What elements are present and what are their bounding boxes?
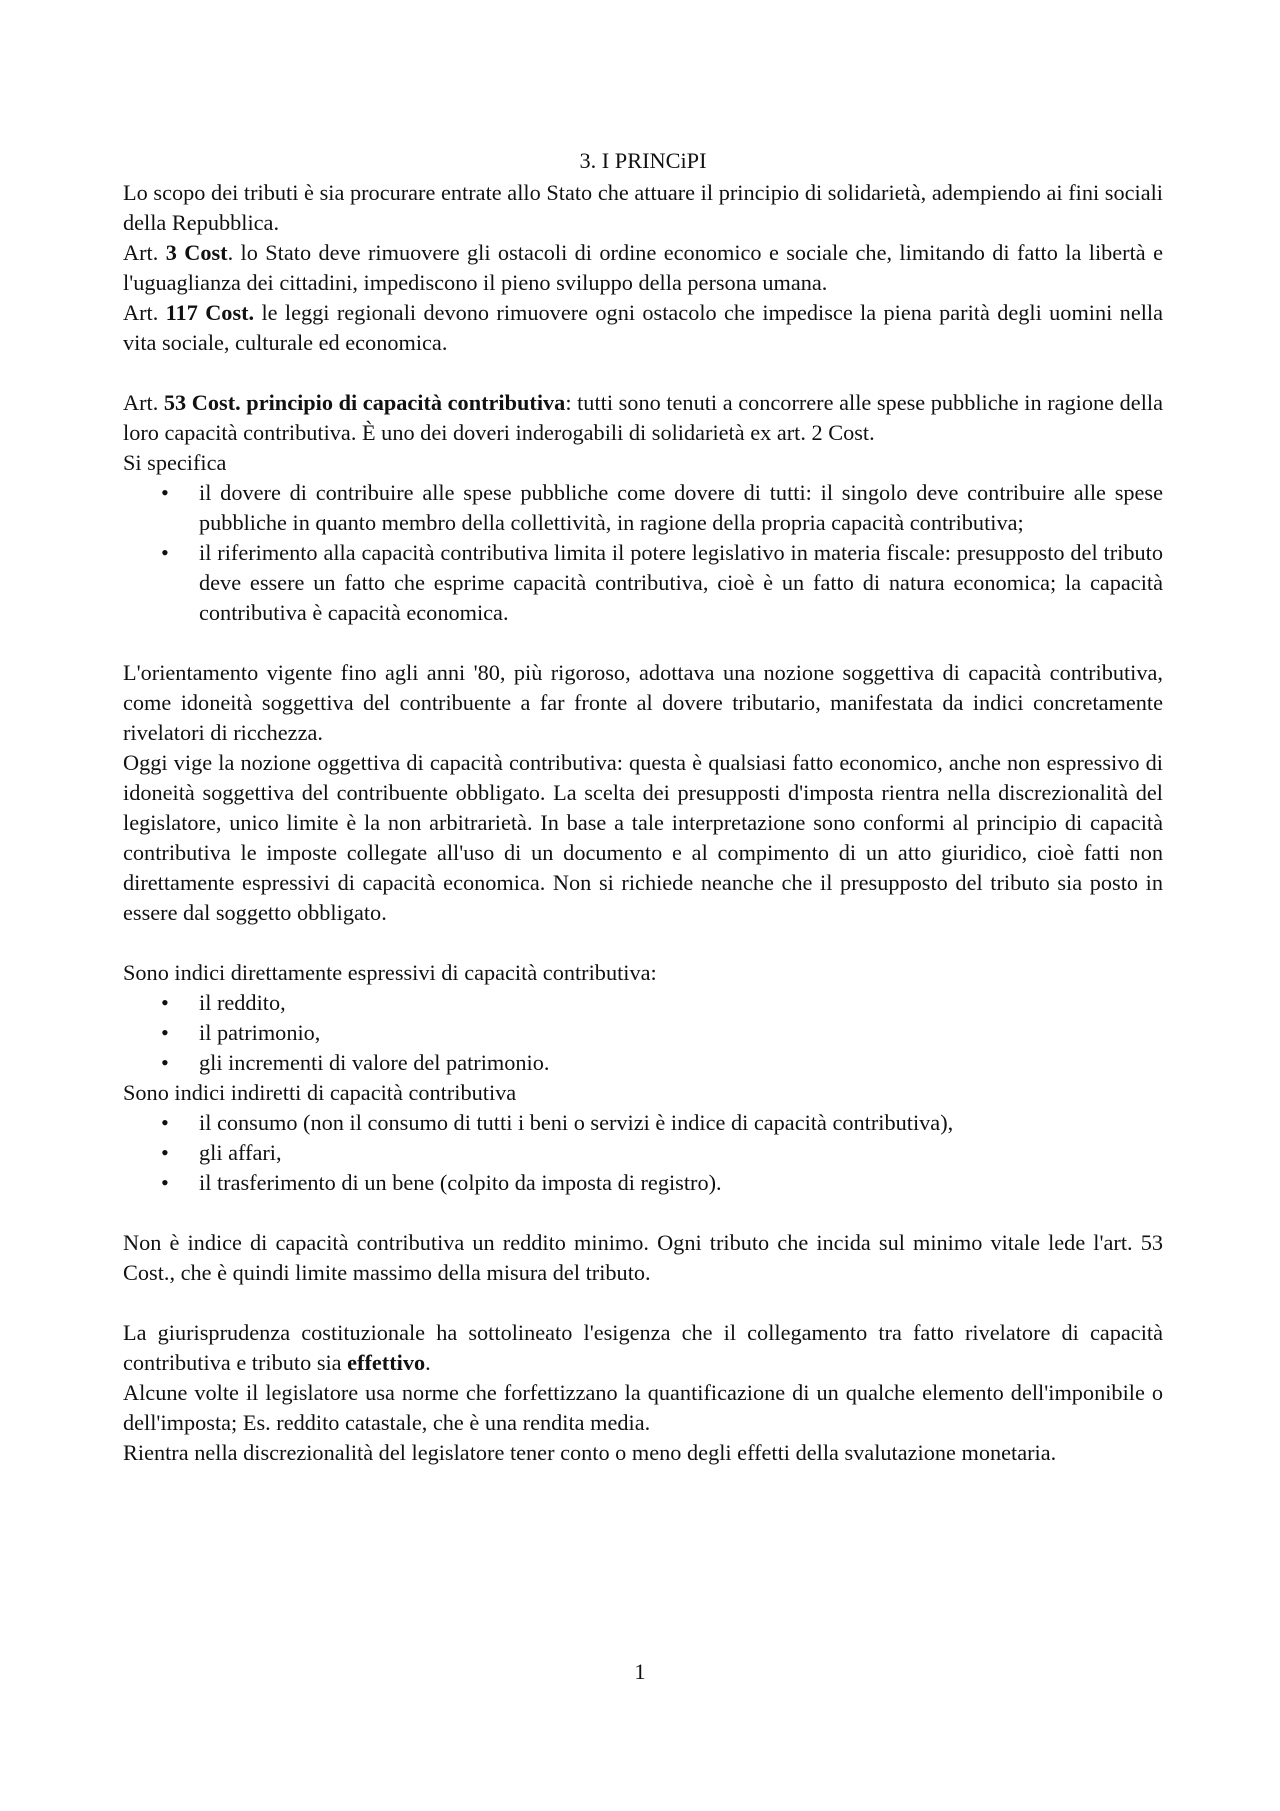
bullet-icon: •	[161, 1170, 169, 1195]
art-text: . lo Stato deve rimuovere gli ostacoli di ordine economico e sociale che, limitando di fatto la libertà e l'uguaglianza dei cittadini, impediscono il pieno sviluppo della persona umana.	[123, 240, 1163, 295]
list-item: • gli incrementi di valore del patrimonio.	[123, 1048, 1163, 1078]
art-prefix: Art.	[123, 390, 164, 415]
page-number: 1	[634, 1659, 646, 1684]
list-item: • il patrimonio,	[123, 1018, 1163, 1048]
art-ref-bold: 3 Cost	[165, 240, 228, 265]
indiretti-list	[123, 1108, 1163, 1198]
paragraph-scopo: Lo scopo dei tributi è sia procurare entrate allo Stato che attuare il principio di solidarietà, adempiendo ai fini sociali della Repubblica.	[123, 180, 1163, 235]
specifica-intro: Si specifica	[123, 450, 227, 475]
art-ref-bold: 53 Cost. principio di capacità contributiva	[163, 390, 566, 415]
bullet-icon: •	[161, 1020, 169, 1045]
bold-term: effettivo	[347, 1350, 426, 1375]
list-item: • il trasferimento di un bene (colpito da imposta di registro).	[123, 1168, 1163, 1198]
paragraph-art53	[123, 388, 1163, 448]
list-item: • il consumo (non il consumo di tutti i beni o servizi è indice di capacità contributiva),	[123, 1108, 1163, 1138]
document-page	[123, 146, 1163, 1468]
paragraph-art3	[123, 238, 1163, 298]
diretti-intro: Sono indici direttamente espressivi di capacità contributiva:	[123, 960, 657, 985]
art-text: : tutti sono tenuti a concorrere alle spese pubbliche in ragione della loro capacità contributiva. È uno dei doveri inderogabili di solidarietà ex art. 2 Cost.	[123, 390, 1163, 445]
paragraph-minimo: Non è indice di capacità contributiva un reddito minimo. Ogni tributo che incida sul minimo vitale lede l'art. 53 Cost., che è quindi limite massimo della misura del tributo.	[123, 1230, 1163, 1285]
list-item: • il riferimento alla capacità contributiva limita il potere legislativo in materia fiscale: presupposto del tributo deve essere un fatto che esprime capacità contributiva, cioè è un fatto di natura economica; la capacità contributiva è capacità economica.	[161, 540, 1163, 625]
paragraph-svalutazione: Rientra nella discrezionalità del legislatore tener conto o meno degli effetti della svalutazione monetaria.	[123, 1440, 1057, 1465]
paragraph-giurisprudenza: La giurisprudenza costituzionale ha sottolineato l'esigenza che il collegamento tra fatto rivelatore di capacità contributiva e tributo sia effettivo.	[123, 1320, 1163, 1375]
bullet-icon: •	[161, 1140, 169, 1165]
diretti-list	[123, 988, 1163, 1078]
paragraph-forfetizzano: Alcune volte il legislatore usa norme che forfettizzano la quantificazione di un qualche elemento dell'imponibile o dell'imposta; Es. reddito catastale, che è una rendita media.	[123, 1380, 1163, 1435]
page-title: 3. I PRINCiPI	[579, 148, 707, 173]
indiretti-intro: Sono indici indiretti di capacità contributiva	[123, 1080, 517, 1105]
art-text: le leggi regionali devono rimuovere ogni ostacolo che impedisce la piena parità degli uomini nella vita sociale, culturale ed economica.	[123, 300, 1163, 355]
bullet-icon: •	[161, 540, 169, 565]
paragraph-orientamento: L'orientamento vigente fino agli anni '80, più rigoroso, adottava una nozione soggettiva di capacità contributiva, come idoneità soggettiva del contribuente a far fronte al dovere tributario, manifestata da indici concretamente rivelatori di ricchezza.	[123, 660, 1163, 745]
list-item: • gli affari,	[123, 1138, 1163, 1168]
art-prefix: Art.	[123, 240, 166, 265]
bullet-icon: •	[161, 480, 169, 505]
paragraph-oggi: Oggi vige la nozione oggettiva di capacità contributiva: questa è qualsiasi fatto economico, anche non espressivo di idoneità soggettiva del contribuente obbligato. La scelta dei presupposti d'imposta rientra nella discrezionalità del legislatore, unico limite è la non arbitrarietà. In base a tale interpretazione sono conformi al principio di capacità contributiva le imposte collegate all'uso di un documento e al compimento di un atto giuridico, cioè fatti non direttamente espressivi di capacità economica. Non si richiede neanche che il presupposto del tributo sia posto in essere dal soggetto obbligato.	[123, 750, 1163, 925]
art-ref-bold: 117 Cost.	[165, 300, 255, 325]
specifica-list	[123, 478, 1163, 628]
paragraph-art117	[123, 298, 1163, 358]
list-item: • il reddito,	[123, 988, 1163, 1018]
bullet-icon: •	[161, 990, 169, 1015]
bullet-icon: •	[161, 1110, 169, 1135]
art-prefix: Art.	[123, 300, 166, 325]
bullet-icon: •	[161, 1050, 169, 1075]
list-item: • il dovere di contribuire alle spese pubbliche come dovere di tutti: il singolo deve contribuire alle spese pubbliche in quanto membro della collettività, in ragione della propria capacità contributiva;	[161, 480, 1163, 535]
